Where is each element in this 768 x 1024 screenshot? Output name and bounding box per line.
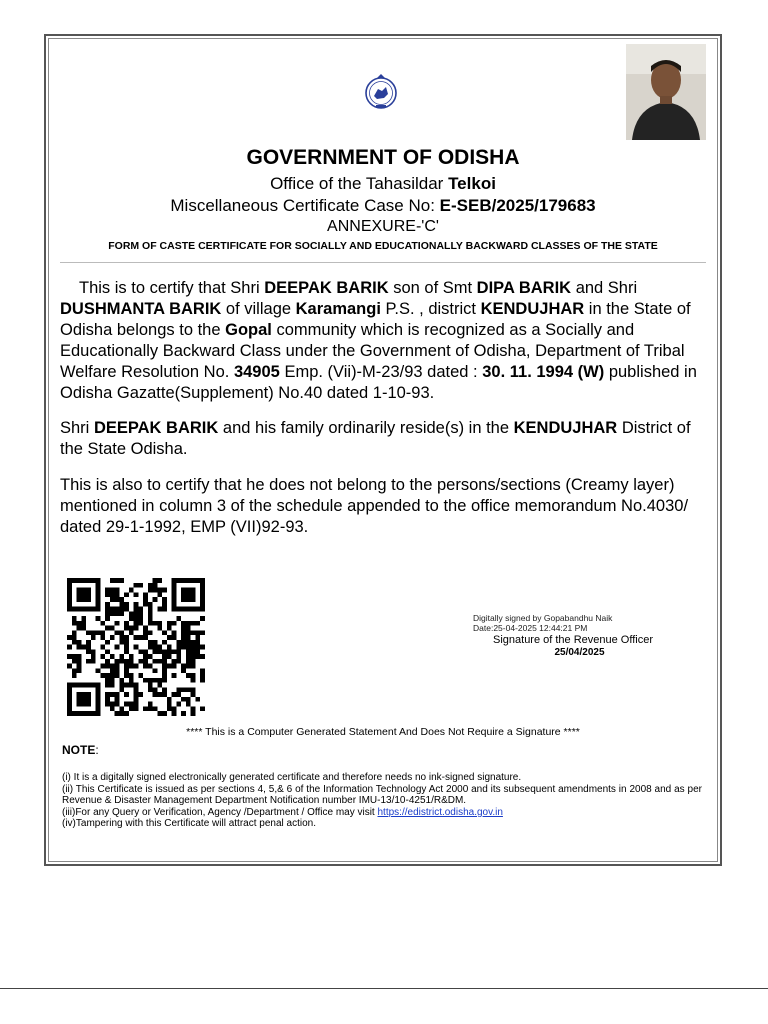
digital-signature-date: Date:25-04-2025 12:44:21 PM: [473, 623, 588, 633]
office-line: [48, 174, 718, 194]
certification-paragraph: [60, 278, 708, 404]
father-name: DUSHMANTA BARIK: [60, 300, 222, 318]
district-name: KENDUJHAR: [480, 300, 585, 318]
p2-text-1: Shri: [60, 419, 90, 437]
note-item: [62, 807, 702, 819]
p2-text-3: District of the State Odisha.: [60, 419, 691, 458]
p1-text-4: of village: [225, 300, 292, 318]
header-divider: [60, 262, 706, 263]
p1-text-8: Emp. (Vii)-M-23/93 dated :: [284, 363, 478, 381]
mother-name: DIPA BARIK: [476, 279, 572, 297]
p1-text-7: community which is recognized as a Socially and Educationally Backward Class under the Government of Odisha, Department of Tribal Welfare Resolution No.: [60, 321, 685, 381]
p1-text-3: and Shri: [575, 279, 638, 297]
p1-text-6: in the State of Odisha belongs to the: [60, 300, 691, 339]
note-label: NOTE: [62, 743, 96, 757]
edistrict-link[interactable]: https://edistrict.odisha.gov.in: [377, 806, 503, 818]
note-item: (ii) This Certificate is issued as per sections 4, 5,& 6 of the Information Technology Act 2000 and its subsequent amendments in 2008 and as per Revenue & Disaster Management Department Notification number IMU-13/10-4251/R&DM.: [62, 783, 702, 807]
village-name: Karamangi: [295, 300, 381, 318]
applicant-photo: [626, 44, 706, 140]
notes-list: [62, 772, 702, 830]
office-place: Telkoi: [448, 174, 496, 193]
p1-text-9: published in Odisha Gazatte(Supplement) No.40 dated 1-10-93.: [60, 363, 697, 402]
government-title: GOVERNMENT OF ODISHA: [246, 146, 520, 169]
district-name-repeat: KENDUJHAR: [513, 419, 618, 437]
qr-code-icon: [64, 578, 208, 716]
p1-text-1: This is to certify that Shri: [79, 279, 260, 297]
community-name: Gopal: [225, 321, 272, 339]
p1-text-5: P.S. , district: [385, 300, 476, 318]
resolution-number: 34905: [233, 363, 280, 381]
page-bottom-rule: [0, 988, 768, 989]
digitally-signed-by: Digitally signed by Gopabandhu Naik: [473, 613, 613, 623]
office-prefix: Office of the Tahasildar: [270, 174, 444, 193]
odisha-state-emblem-icon: [360, 72, 402, 112]
note-heading: [62, 743, 99, 757]
signature-date: 25/04/2025: [554, 647, 605, 658]
case-number: E-SEB/2025/179683: [439, 196, 596, 215]
digital-signature-block: [473, 613, 612, 633]
applicant-name-repeat: DEEPAK BARIK: [93, 419, 219, 437]
resolution-date: 30. 11. 1994 (W): [482, 363, 605, 381]
p1-text-2: son of Smt: [393, 279, 473, 297]
form-title: FORM OF CASTE CERTIFICATE FOR SOCIALLY AND EDUCATIONALLY BACKWARD CLASSES OF THE STATE: [108, 240, 658, 252]
note-3-prefix: (iii)For any Query or Verification, Agency /Department / Office may visit: [62, 806, 375, 818]
residence-paragraph: [60, 418, 708, 460]
note-colon: :: [95, 743, 99, 757]
p2-text-2: and his family ordinarily reside(s) in the: [222, 419, 510, 437]
creamy-layer-paragraph: This is also to certify that he does not belong to the persons/sections (Creamy layer) mentioned in column 3 of the schedule appended to the office memorandum No.4030/ dated 29-1-1992, EMP (VII)92-93.: [60, 476, 689, 536]
computer-generated-notice: **** This is a Computer Generated Statement And Does Not Require a Signature ****: [186, 726, 580, 738]
note-item: (i) It is a digitally signed electronically generated certificate and therefore needs no ink-signed signature.: [62, 772, 522, 783]
note-item: (iv)Tampering with this Certificate will attract penal action.: [62, 818, 316, 830]
applicant-name: DEEPAK BARIK: [264, 279, 389, 297]
case-prefix: Miscellaneous Certificate Case No:: [170, 196, 435, 215]
annexure-label: ANNEXURE-'C': [327, 218, 439, 235]
signature-title: Signature of the Revenue Officer: [493, 634, 654, 646]
case-line: [48, 196, 718, 216]
